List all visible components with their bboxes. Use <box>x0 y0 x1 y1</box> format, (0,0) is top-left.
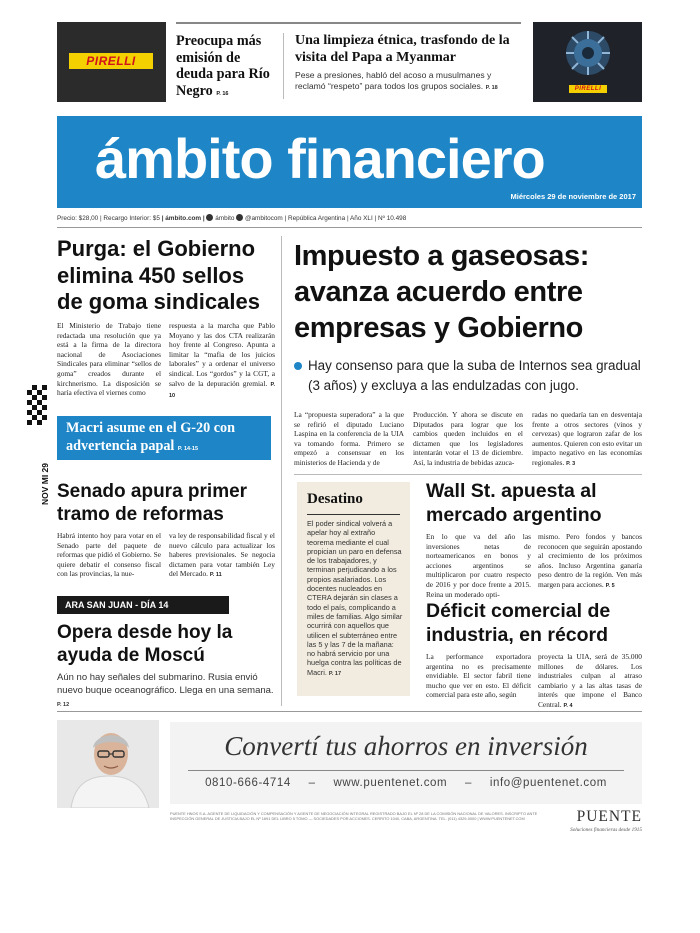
teaser-right-headline: Una limpieza étnica, trasfondo de la visita del Papa a Myanmar <box>295 33 510 65</box>
puente-tagline: Soluciones financieras desde 1915 <box>570 827 642 833</box>
puente-logo[interactable] <box>562 808 642 833</box>
ad-separator: – <box>308 777 316 789</box>
ad-phone[interactable]: 0810-666-4714 <box>205 777 291 789</box>
ara-tag: ARA SAN JUAN - DÍA 14 <box>57 596 229 614</box>
deficit-text-col1: La performance exportadora argentina no es precisamente envidiable. El sector fabril tiene mucho que ver en esto. El déficit comercial para este año, según <box>426 652 531 700</box>
twitter-handle[interactable]: @ambitocom <box>245 215 283 222</box>
senado-text-col2-body: va ley de responsabilidad fiscal y el nuevo cálculo para actualizar los haberes previsionales. Se negocia dictamen para votar también Ley del Mercado. <box>169 531 275 579</box>
info-bar-rule <box>57 227 642 228</box>
macri-headline: Macri asume en el G-20 con advertencia papal <box>66 420 236 454</box>
puente-brand: PUENTE <box>576 808 642 825</box>
checker-ornament-icon <box>27 385 49 429</box>
main-bullet <box>294 356 642 396</box>
main-text-col3 <box>532 410 642 470</box>
ad-disclaimer: PUENTE HNOS S.A. AGENTE DE LIQUIDACIÓN Y COMPENSACIÓN Y AGENTE DE NEGOCIACIÓN INTEGRAL REGISTRADO BAJO EL Nº 28 DE LA COMISIÓN NACIONAL DE VALORES. INSCRIPTO ANTE INSPECCIÓN GENERAL DE JUSTICIA BAJO EL Nº 1691 DEL LIBRO 5 TOMO — SOCIEDADES POR ACCIONES. CERRITO 1040, CABA, ARGENTINA. TEL. (011) 4329-0000 | WWW.PUENTENET.COM <box>170 811 538 822</box>
lead-text-col2 <box>169 321 275 402</box>
desatino-text <box>307 519 403 679</box>
desatino-box[interactable] <box>297 482 410 696</box>
ad-photo <box>57 720 159 808</box>
senado-page-ref: P. 11 <box>209 572 222 579</box>
pirelli-logo: PIRELLI <box>69 53 153 69</box>
ad-separator-2: – <box>465 777 473 789</box>
main-story-rule <box>294 474 642 475</box>
man-portrait-icon <box>57 720 159 808</box>
deficit-text-col2-body: proyecta la UIA, será de 35.000 millones de dólares. Los industriales culpan al atraso cambiario y a las altas tasas de interés que impone el Banco Central. <box>538 652 642 709</box>
opera-page-ref: P. 12 <box>57 701 70 708</box>
info-bar <box>57 214 642 226</box>
ad-banner[interactable] <box>170 722 642 804</box>
twitter-icon <box>236 214 243 221</box>
teaser-right-text: Pese a presiones, habló del acoso a musulmanes y reclamó “respeto” para todos los grupos sociales. <box>295 70 492 92</box>
teaser-right-page: P. 18 <box>485 85 498 92</box>
macri-box[interactable] <box>57 416 271 460</box>
main-text-col3-body: radas no quedaría tan en desventaja frente a otros sectores (vinos y cervezas) que lograron zafar de los aumentos. Quieren con esto evitar un impacto negativo en las economías regionales. <box>532 410 643 467</box>
site-link[interactable]: | ámbito.com | <box>161 215 205 222</box>
facebook-handle[interactable]: ámbito <box>215 215 235 222</box>
ad-top-rule <box>57 711 642 712</box>
ad-slogan: Convertí tus ahorros en inversión <box>224 731 588 761</box>
price-info: Precio: $28,00 | Recargo Interior: $5 <box>57 215 160 222</box>
main-text-col1: La “propuesta superadora” a la que se refirió el diputado Luciano Laspina en la conferencia de la UIA va tomando forma. Primero se empezó a consensuar en los ministerios de Hacienda y de <box>294 410 404 467</box>
side-date-label: NOV MI 29 <box>40 462 50 506</box>
senado-text-col1: Habrá intento hoy para votar en el Senado parte del paquete de reformas que pidió el Gobierno. Se quiere debatir el consenso fiscal con las provincias, la nue- <box>57 531 161 579</box>
lead-page-ref: P. 10 <box>169 381 275 400</box>
masthead-date: Miércoles 29 de noviembre de 2017 <box>510 192 636 201</box>
desatino-title: Desatino <box>307 491 363 507</box>
opera-text-body: Aún no hay señales del submarino. Rusia envió nuevo buque oceanográfico. Llega en una semana. <box>57 672 274 696</box>
ad-contacts <box>170 777 642 789</box>
main-bullet-text: Hay consenso para que la suba de Internos sea gradual (3 años) y excluya a las endulzadas con jugo. <box>308 358 641 393</box>
ad-website[interactable]: www.puentenet.com <box>333 777 448 789</box>
main-page-ref: P. 3 <box>566 460 576 467</box>
pirelli-ad-left[interactable] <box>57 22 166 102</box>
wallst-text-col1: En lo que va del año las inversiones netas de norteamericanos en bonos y acciones argentinos se multiplicaron por cuatro respecto de 2016 y por doce frente a 2015. Reina un moderado opti- <box>426 532 531 599</box>
masthead-title: ámbito financiero <box>95 127 545 190</box>
bullet-dot-icon <box>294 362 302 370</box>
wallst-text-col2 <box>538 532 642 592</box>
edition-info: | República Argentina | Año XLI | Nº 10.498 <box>284 215 407 222</box>
teaser-left[interactable] <box>176 33 276 102</box>
column-divider <box>281 236 282 706</box>
lead-text-col1: El Ministerio de Trabajo tiene redactada una resolución que ya está a la firma de la directora nacional de Asociaciones Sindicales para eliminar “sellos de goma” creados durante el kirchnerismo. La disposición se haría efectiva el viernes como <box>57 321 161 398</box>
masthead <box>57 116 642 208</box>
main-headline[interactable]: Impuesto a gaseosas: avanza acuerdo entre empresas y Gobierno <box>294 240 589 344</box>
teaser-right[interactable] <box>295 33 520 95</box>
desatino-page-ref: P. 17 <box>328 670 342 677</box>
pirelli-logo-small: PIRELLI <box>569 85 607 93</box>
senado-text-col2 <box>169 531 275 581</box>
desatino-rule <box>307 514 400 515</box>
facebook-icon <box>206 214 213 221</box>
ad-divider <box>188 770 624 771</box>
deficit-page-ref: P. 4 <box>563 702 573 709</box>
ad-email[interactable]: info@puentenet.com <box>489 777 607 789</box>
lead-headline[interactable]: Purga: el Gobierno elimina 450 sellos de goma sindicales <box>57 236 260 314</box>
opera-headline[interactable]: Opera desde hoy la ayuda de Moscú <box>57 622 233 666</box>
opera-text <box>57 672 275 711</box>
wallst-page-ref: P. 5 <box>605 582 615 589</box>
teaser-divider <box>283 33 284 99</box>
senado-headline[interactable]: Senado apura primer tramo de reformas <box>57 481 248 525</box>
deficit-headline[interactable]: Déficit comercial de industria, en récord <box>426 600 611 646</box>
teaser-rule <box>176 22 521 24</box>
tire-illustration-icon <box>563 28 613 80</box>
macri-page-ref: P. 14-15 <box>177 445 199 452</box>
deficit-text-col2 <box>538 652 642 712</box>
desatino-text-body: El poder sindical volverá a apelar hoy al extraño teorema mediante el cual propician un paro en defensa de los trabajadores, y terminan perjudicando a los propios asalariados. Los docentes nucleados en CTERA dejarán sin clases a todo el país, complicando a miles de familias. Algo similar ocurrirá con aquellos que utilicen el subterráneo entre las 5 y las 7 de la mañana: no habrá servicio por una huelga contra las políticas de Macri. <box>307 519 403 677</box>
teaser-left-page: P. 16 <box>216 90 229 97</box>
lead-text-col2-body: respuesta a la marcha que Pablo Moyano y las dos CTA realizarán hoy frente al Congreso. Apunta a limitar la “mafia de los juicios laborales” y a ordenar el universo sindical. Los “gordos” y la CGT, a salvo de la depuración gremial. <box>169 321 275 388</box>
main-text-col2: Producción. Y ahora se discute en Diputados para lograr que los cambios queden incluidos en el dictamen que los legisladores intentarán votar el 13 de diciembre. Así, la industria de bebidas azuca- <box>413 410 523 467</box>
pirelli-ad-right[interactable] <box>533 22 642 102</box>
wallst-text-col2-body: mismo. Pero fondos y bancos reconocen que seguirán apostando al crecimiento de los próximos años. Incluso Argentina ganaría peso dentro de la región. Ven más margen para acciones. <box>538 532 642 589</box>
teaser-left-headline: Preocupa más emisión de deuda para Río Negro <box>176 33 270 99</box>
wallst-headline[interactable]: Wall St. apuesta al mercado argentino <box>426 480 602 526</box>
